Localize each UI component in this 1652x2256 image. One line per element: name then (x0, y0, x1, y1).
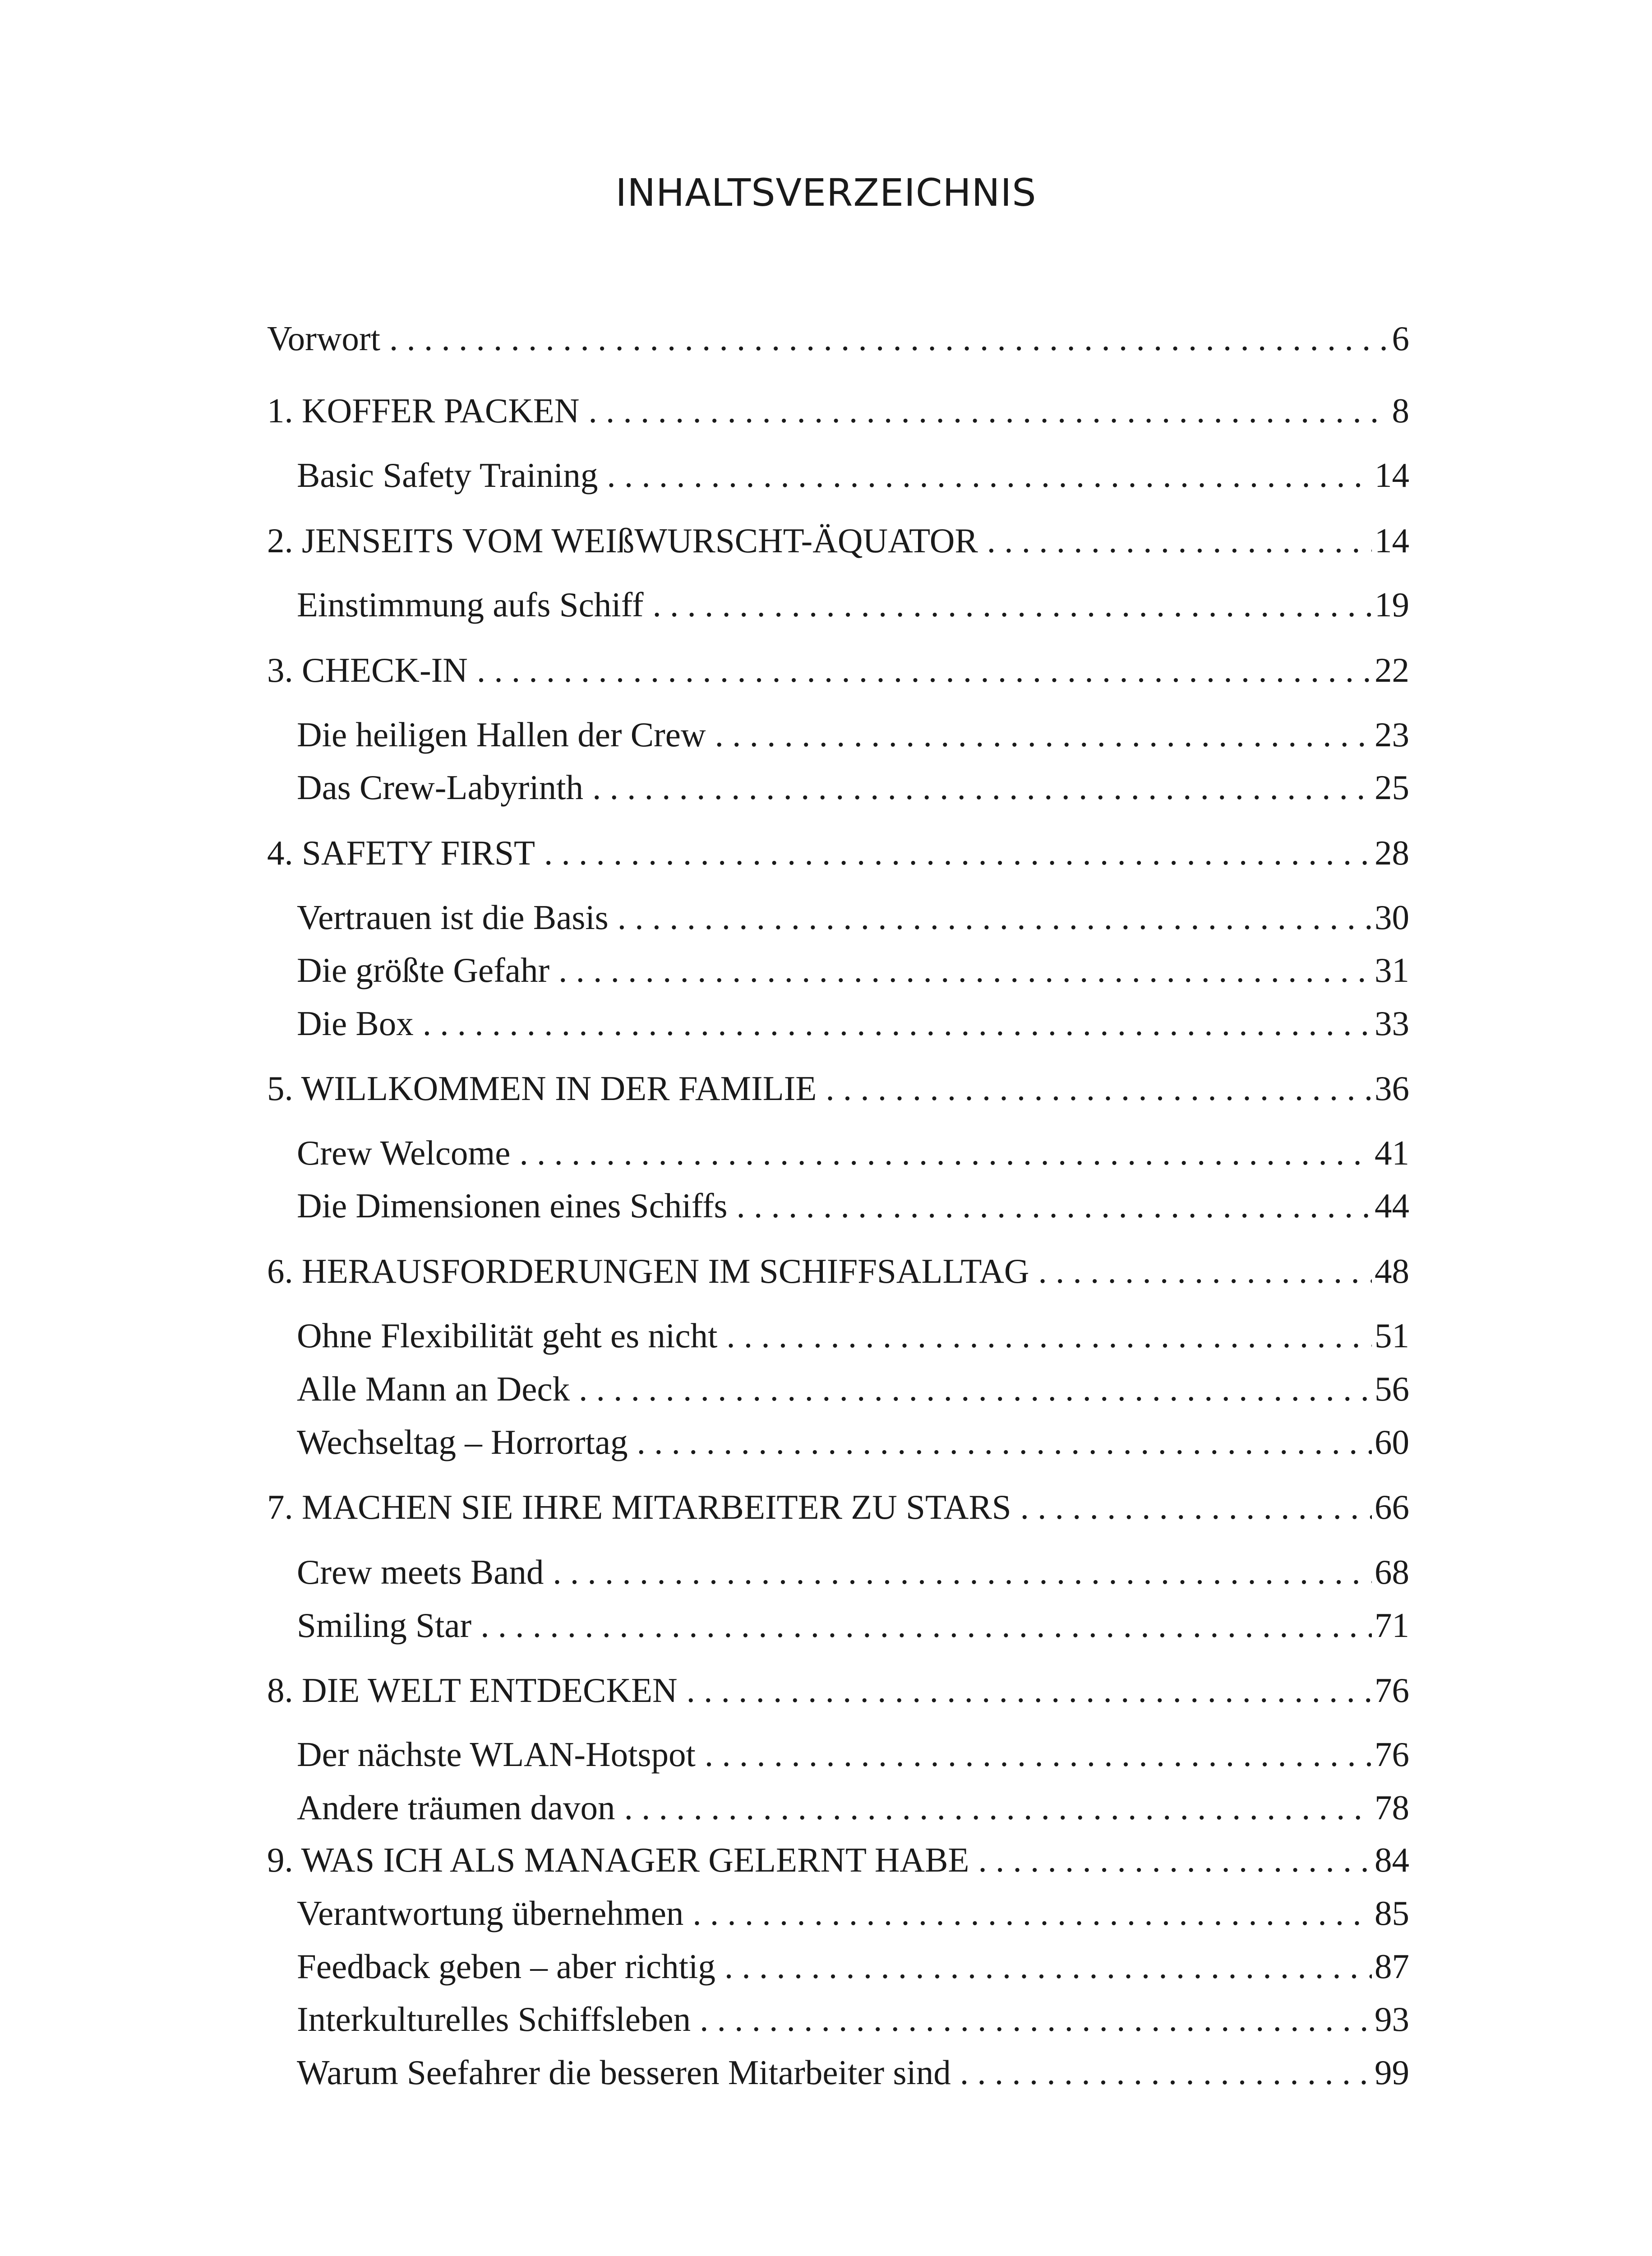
toc-entry (267, 1484, 1409, 1530)
toc-leader-dots (477, 647, 1372, 693)
toc-entry-page: 76 (1375, 1735, 1409, 1774)
toc-entry-page: 87 (1375, 1947, 1409, 1986)
toc-entry (267, 1732, 1409, 1777)
toc-entry-label: Smiling Star (297, 1606, 472, 1645)
toc-entry-page: 66 (1375, 1488, 1409, 1526)
toc-leader-dots (1020, 1484, 1372, 1530)
toc-entry (267, 518, 1409, 563)
toc-entry-label: Crew Welcome (297, 1133, 511, 1172)
toc-entry-page: 85 (1375, 1894, 1409, 1932)
toc-entry-label: Feedback geben – aber richtig (297, 1947, 715, 1986)
toc-entry-page: 23 (1375, 715, 1409, 754)
toc-entry-page: 99 (1375, 2053, 1409, 2092)
toc-entry (267, 1066, 1409, 1111)
toc-entry-page: 25 (1375, 768, 1409, 807)
toc-entry-label: Verantwortung übernehmen (297, 1894, 684, 1932)
toc-leader-dots (480, 1603, 1372, 1648)
toc-entry (267, 948, 1409, 993)
toc-entry (267, 1419, 1409, 1465)
toc-entry (267, 453, 1409, 498)
toc-entry (267, 2050, 1409, 2095)
toc-entry-page: 93 (1375, 2000, 1409, 2039)
toc-leader-dots (519, 1130, 1372, 1175)
toc-entry (267, 1366, 1409, 1411)
toc-leader-dots (637, 1419, 1372, 1465)
toc-entry (267, 1183, 1409, 1228)
toc-entry-label: Andere träumen davon (297, 1788, 615, 1827)
toc-leader-dots (705, 1732, 1372, 1777)
toc-entry (267, 712, 1409, 757)
toc-leader-dots (987, 518, 1372, 563)
toc-entry (267, 1603, 1409, 1648)
toc-leader-dots (724, 1944, 1372, 1989)
page-title: INHALTSVERZEICHNIS (615, 171, 1037, 215)
toc-entry (267, 582, 1409, 627)
toc-leader-dots (960, 2050, 1372, 2095)
toc-entry-label: Basic Safety Training (297, 456, 598, 495)
toc-entry-label: 8. DIE WELT ENTDECKEN (267, 1671, 678, 1710)
toc-entry-page: 71 (1375, 1606, 1409, 1645)
toc-entry-label: 3. CHECK-IN (267, 651, 468, 689)
toc-leader-dots (423, 1001, 1372, 1046)
toc-entry-label: Die Dimensionen eines Schiffs (297, 1186, 728, 1225)
toc-entry (267, 388, 1409, 433)
toc-entry (267, 1997, 1409, 2042)
toc-entry-page: 56 (1375, 1369, 1409, 1408)
toc-entry (267, 765, 1409, 810)
toc-entry-page: 51 (1375, 1316, 1409, 1355)
toc-entry-page: 31 (1375, 951, 1409, 989)
toc-entry-page: 30 (1375, 898, 1409, 937)
toc-leader-dots (715, 712, 1372, 757)
toc-leader-dots (553, 1549, 1372, 1595)
toc-entry-label: 4. SAFETY FIRST (267, 833, 535, 872)
toc-leader-dots (607, 453, 1372, 498)
toc-leader-dots (653, 582, 1372, 627)
toc-leader-dots (618, 895, 1372, 940)
toc-entry-page: 22 (1375, 651, 1409, 689)
toc-entry-page: 76 (1375, 1671, 1409, 1710)
toc-entry (267, 647, 1409, 693)
toc-entry (267, 1944, 1409, 1989)
toc-leader-dots (687, 1668, 1372, 1713)
toc-entry (267, 1001, 1409, 1046)
toc-entry-label: 9. WAS ICH ALS MANAGER GELERNT HABE (267, 1840, 969, 1879)
toc-entry (267, 1549, 1409, 1595)
toc-entry-label: Interkulturelles Schiffsleben (297, 2000, 691, 2039)
toc-leader-dots (826, 1066, 1372, 1111)
toc-entry-label: Die heiligen Hallen der Crew (297, 715, 706, 754)
toc-entry-label: 2. JENSEITS VOM WEIßWURSCHT-ÄQUATOR (267, 521, 978, 560)
toc-entry (267, 1785, 1409, 1830)
toc-leader-dots (579, 1366, 1372, 1411)
toc-entry (267, 1891, 1409, 1936)
toc-entry-label: Einstimmung aufs Schiff (297, 585, 644, 624)
toc-entry (267, 1837, 1409, 1882)
toc-entry-label: Crew meets Band (297, 1553, 544, 1591)
toc-entry-page: 36 (1375, 1069, 1409, 1108)
toc-leader-dots (389, 316, 1389, 361)
toc-entry-label: 1. KOFFER PACKEN (267, 391, 580, 430)
toc-entry (267, 1248, 1409, 1294)
toc-leader-dots (624, 1785, 1372, 1830)
toc-leader-dots (544, 830, 1372, 875)
toc-entry-label: Alle Mann an Deck (297, 1369, 570, 1408)
toc-entry (267, 1130, 1409, 1175)
toc-entry-page: 33 (1375, 1004, 1409, 1043)
toc-entry-label: Ohne Flexibilität geht es nicht (297, 1316, 718, 1355)
toc-leader-dots (1038, 1248, 1372, 1294)
toc-entry-page: 78 (1375, 1788, 1409, 1827)
toc-entry-page: 6 (1392, 319, 1409, 358)
toc-entry-page: 14 (1375, 456, 1409, 495)
toc-entry-page: 41 (1375, 1133, 1409, 1172)
toc-leader-dots (592, 765, 1372, 810)
toc-leader-dots (588, 388, 1389, 433)
toc-entry-label: Wechseltag – Horrortag (297, 1423, 628, 1461)
toc-entry-page: 8 (1392, 391, 1409, 430)
toc-entry (267, 1668, 1409, 1713)
toc-entry-page: 68 (1375, 1553, 1409, 1591)
toc-entry (267, 1313, 1409, 1358)
toc-entry-label: Vorwort (267, 319, 380, 358)
toc-entry-page: 28 (1375, 833, 1409, 872)
table-of-contents (267, 0, 1409, 2256)
toc-entry-page: 14 (1375, 521, 1409, 560)
toc-entry-label: Die Box (297, 1004, 414, 1043)
toc-leader-dots (726, 1313, 1372, 1358)
toc-leader-dots (978, 1837, 1372, 1882)
toc-entry-label: Das Crew-Labyrinth (297, 768, 584, 807)
toc-entry (267, 830, 1409, 875)
toc-entry-page: 44 (1375, 1186, 1409, 1225)
toc-entry-page: 84 (1375, 1840, 1409, 1879)
toc-entry (267, 895, 1409, 940)
toc-entry-label: 7. MACHEN SIE IHRE MITARBEITER ZU STARS (267, 1488, 1011, 1526)
toc-leader-dots (558, 948, 1372, 993)
toc-entry-label: 6. HERAUSFORDERUNGEN IM SCHIFFSALLTAG (267, 1252, 1029, 1290)
toc-entry-label: Warum Seefahrer die besseren Mitarbeiter sind (297, 2053, 951, 2092)
toc-entry-page: 60 (1375, 1423, 1409, 1461)
toc-leader-dots (692, 1891, 1372, 1936)
toc-entry-label: 5. WILLKOMMEN IN DER FAMILIE (267, 1069, 817, 1108)
toc-entry-page: 48 (1375, 1252, 1409, 1290)
toc-leader-dots (700, 1997, 1372, 2042)
toc-entry-label: Vertrauen ist die Basis (297, 898, 609, 937)
toc-entry-label: Die größte Gefahr (297, 951, 550, 989)
toc-entry-label: Der nächste WLAN-Hotspot (297, 1735, 696, 1774)
toc-leader-dots (737, 1183, 1372, 1228)
toc-entry-page: 19 (1375, 585, 1409, 624)
toc-entry (267, 316, 1409, 361)
